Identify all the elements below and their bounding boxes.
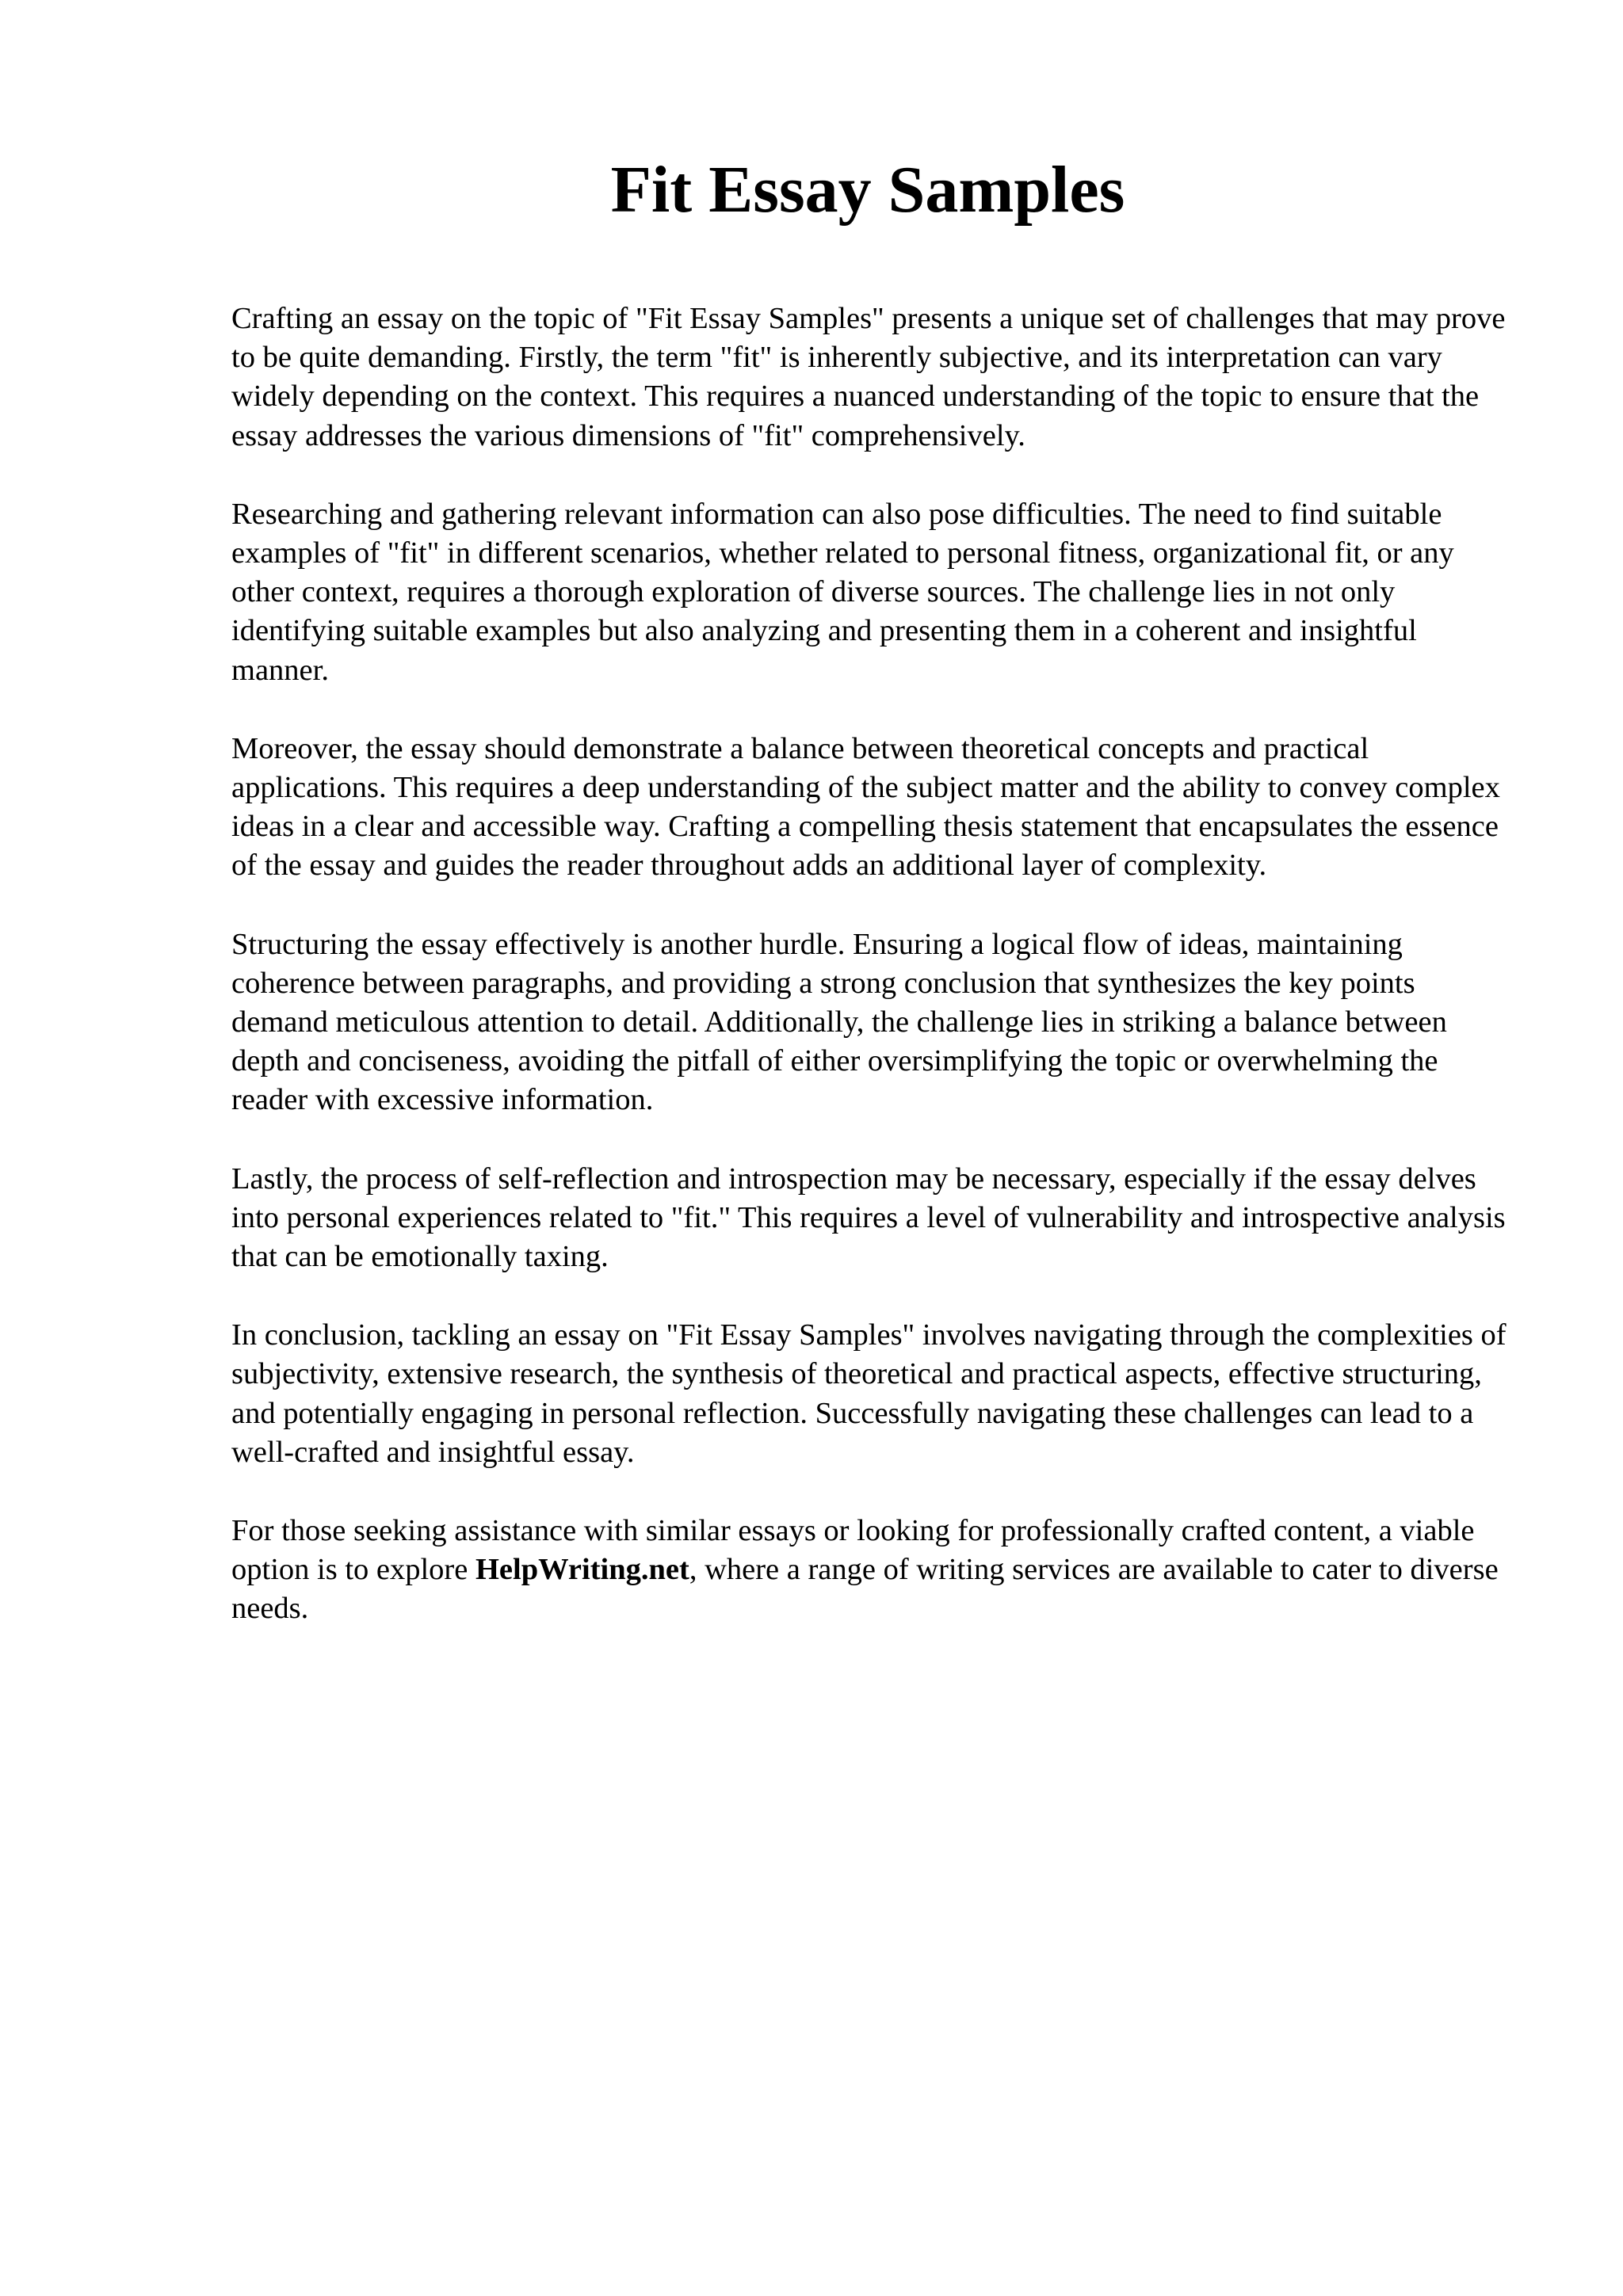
paragraph-5: Lastly, the process of self-reflection and introspection may be necessary, especially if the essay delves into personal experiences related to "fit." This requires a level of vulnerability and introspective analysis that can be emotionally taxing. [231,1161,1506,1274]
closing-text-after: , where a range of writing services are available to cater to diverse needs. [231,1553,1499,1626]
brand-name: HelpWriting.net [475,1553,689,1587]
paragraph-6: In conclusion, tackling an essay on "Fit Essay Samples" involves navigating through the complexities of subjectivity, extensive research, the synthesis of theoretical and practical aspects, effective structuring, and potentially engaging in personal reflection. Successfully navigating these challenges can lead to a well-crafted and insightful essay. [231,1318,1507,1469]
paragraph-4: Structuring the essay effectively is another hurdle. Ensuring a logical flow of ideas, maintaining coherence between paragraphs, and providing a strong conclusion that synthesizes the key points demand meticulous attention to detail. Additionally, the challenge lies in striking a balance between depth and conciseness, avoiding the pitfall of either oversimplifying the topic or overwhelming the reader with excessive information. [231,927,1447,1117]
paragraph-2: Researching and gathering relevant information can also pose difficulties. The need to find suitable examples of "fit" in different scenarios, whether related to personal fitness, organizational fit, or any other context, requires a thorough exploration of diverse sources. The challenge lies in not only identifying suitable examples but also analyzing and presenting them in a coherent and insightful manner. [231,497,1454,687]
paragraph-1: Crafting an essay on the topic of "Fit Essay Samples" presents a unique set of challenges that may prove to be quite demanding. Firstly, the term "fit" is inherently subjective, and its interpretation can vary widely depending on the context. This requires a nuanced understanding of the topic to ensure that the essay addresses the various dimensions of "fit" comprehensively. [231,302,1506,452]
closing-paragraph [231,1512,1519,1629]
page-title: Fit Essay Samples [610,153,1125,227]
closing-text-before: For those seeking assistance with similar essays or looking for professionally crafted content, a viable option is to explore [231,1514,1475,1587]
paragraph-3: Moreover, the essay should demonstrate a balance between theoretical concepts and practical applications. This requires a deep understanding of the subject matter and the ability to convey complex ideas in a clear and accessible way. Crafting a compelling thesis statement that encapsulates the essence of the essay and guides the reader throughout adds an additional layer of complexity. [231,731,1500,883]
document-body [231,299,1519,1669]
